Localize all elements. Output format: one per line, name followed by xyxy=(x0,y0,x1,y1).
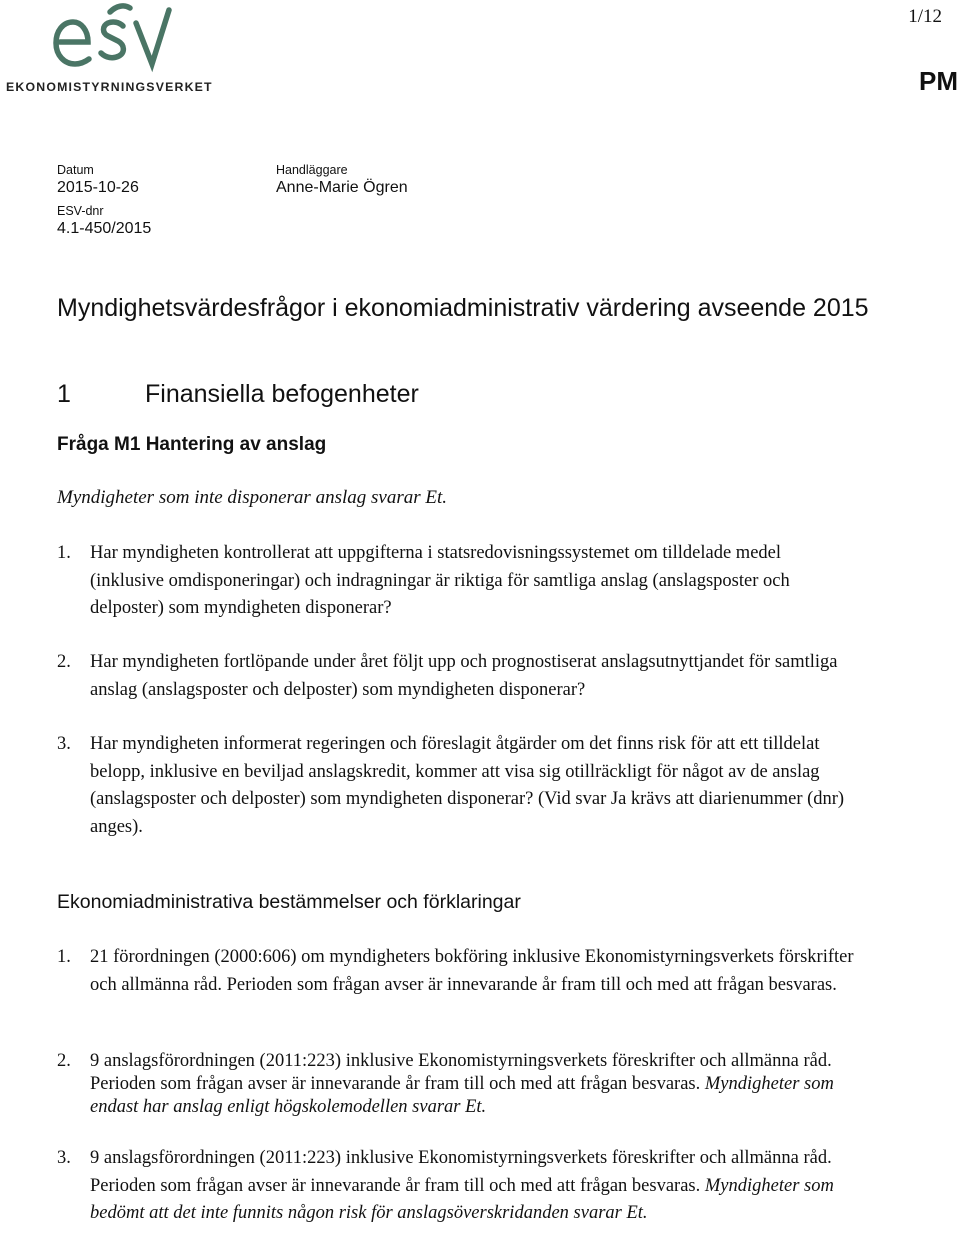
rule-text-wrap xyxy=(90,1050,857,1119)
rule-text: 9 anslagsförordningen (2011:223) inklusive Ekonomistyrningsverkets föreskrifter och allmänna råd. Perioden som frågan avser är innevarande år fram till och med att frågan besvaras. xyxy=(90,1051,832,1094)
rule-text: 21 förordningen (2000:606) om myndigheters bokföring inklusive Ekonomistyrningsverkets förskrifter och allmänna råd. Perioden som frågan avser är innevarande år fram till och med att frågan besvaras. xyxy=(90,947,854,995)
datum-label: Datum xyxy=(57,163,94,177)
rule-number: 1. xyxy=(57,947,71,967)
question-title: Fråga M1 Hantering av anslag xyxy=(57,434,327,455)
rules-heading: Ekonomiadministrativa bestämmelser och förklaringar xyxy=(57,891,521,913)
rule-text: 9 anslagsförordningen (2011:223) inklusive Ekonomistyrningsverkets föreskrifter och allmänna råd. Perioden som frågan avser är innevarande år fram till och med att frågan besvaras. xyxy=(90,1148,832,1196)
question-item xyxy=(57,540,857,623)
rule-number: 2. xyxy=(57,1051,71,1071)
rule-text-wrap xyxy=(90,1145,857,1228)
dnr-value: 4.1-450/2015 xyxy=(57,220,152,237)
datum-value: 2015-10-26 xyxy=(57,179,139,196)
section-number: 1 xyxy=(57,380,71,408)
rule-item xyxy=(57,1145,857,1228)
question-intro: Myndigheter som inte disponerar anslag svarar Et. xyxy=(57,487,448,508)
logo-subtitle: EKONOMISTYRNINGSVERKET xyxy=(6,80,213,94)
question-item xyxy=(57,731,857,841)
rule-text-wrap xyxy=(90,944,857,999)
question-number: 1. xyxy=(57,543,71,563)
question-number: 2. xyxy=(57,652,71,672)
question-text: Har myndigheten fortlöpande under året följt upp och prognostiserat anslagsutnyttjandet för samtliga anslag (anslagsposter och delposter) som myndigheten disponerar? xyxy=(90,652,838,700)
handlaggare-label: Handläggare xyxy=(276,163,348,177)
section-heading xyxy=(57,380,419,409)
handlaggare-value: Anne-Marie Ögren xyxy=(276,179,408,196)
question-item xyxy=(57,649,857,704)
rule-item xyxy=(57,944,857,999)
question-text: Har myndigheten kontrollerat att uppgifterna i statsredovisningssystemet om tilldelade medel (inklusive omdisponeringar) och indragningar är riktiga för samtliga anslag (anslagsposter och delposter) som myndigheten disponerar? xyxy=(90,543,790,618)
document-title: Myndighetsvärdesfrågor i ekonomiadministrativ värdering avseende 2015 xyxy=(57,294,869,322)
rule-italic-note: Myndigheter som bedömt att det inte funnits någon risk för anslagsöverskridanden svarar Et. xyxy=(90,1175,834,1223)
section-title: Finansiella befogenheter xyxy=(145,380,419,408)
rule-number: 3. xyxy=(57,1148,71,1168)
esv-logo-mark xyxy=(6,2,216,97)
rule-item xyxy=(57,1050,857,1119)
document-type: PM xyxy=(919,66,958,96)
dnr-label: ESV-dnr xyxy=(57,204,104,218)
rule-italic-note: Myndigheter som endast har anslag enligt högskolemodellen svarar Et. xyxy=(90,1074,834,1117)
esv-logo xyxy=(6,2,216,97)
page-number: 1/12 xyxy=(908,6,942,27)
question-text: Har myndigheten informerat regeringen och föreslagit åtgärder om det finns risk för att ett tilldelat belopp, inklusive en beviljad anslagskredit, kommer att visa sig otillräckligt för något av de anslag (anslagsposter och delposter) som myndigheten disponerar? (Vid svar Ja krävs att diarienummer (dnr) anges). xyxy=(90,734,845,837)
question-number: 3. xyxy=(57,734,71,754)
